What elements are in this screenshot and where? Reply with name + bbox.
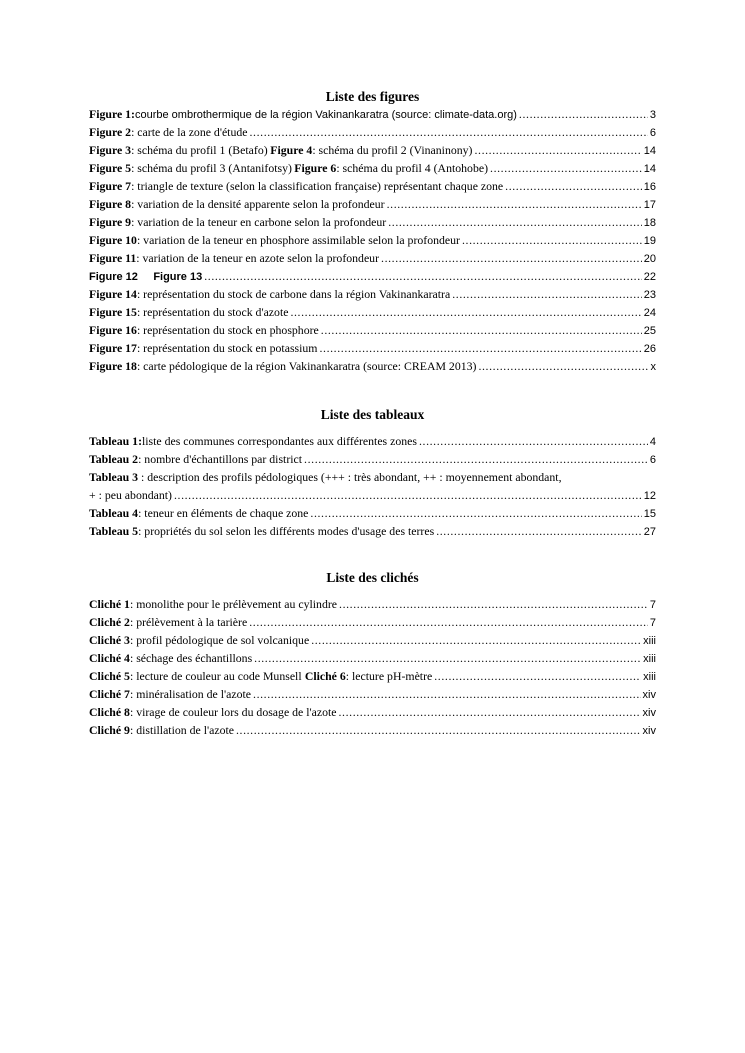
- figure-entry-16[interactable]: [89, 321, 656, 339]
- figure-entry-3-4[interactable]: [89, 141, 656, 159]
- cliche-entry-5-6[interactable]: [89, 667, 656, 685]
- entry-label: Figure 15: [89, 305, 137, 319]
- entry-text: : représentation du stock d'azote: [136, 305, 289, 319]
- entry-text: : variation de la teneur en phosphore assimilable selon la profondeur: [136, 233, 460, 247]
- entry-label: Cliché 8: [89, 705, 130, 719]
- entry-label: Tableau 3: [89, 470, 139, 484]
- entry-text: : monolithe pour le prélèvement au cylindre: [129, 597, 338, 611]
- cliche-entry-4[interactable]: [89, 649, 656, 667]
- entry-text: : virage de couleur lors du dosage de l'azote: [129, 705, 337, 719]
- entry-page: xiv: [642, 725, 656, 737]
- entry-label: Cliché 7: [89, 687, 130, 701]
- table-entry-4[interactable]: [89, 504, 656, 522]
- entry-text: : minéralisation de l'azote: [129, 687, 252, 701]
- tables-heading: Liste des tableaux: [320, 407, 425, 422]
- entry-page: xiii: [643, 653, 656, 665]
- entry-page: 16: [643, 181, 656, 193]
- dot-leader: [254, 649, 641, 667]
- figure-entry-7[interactable]: [89, 177, 656, 195]
- entry-label: Figure 14: [89, 287, 137, 301]
- entry-text: : teneur en éléments de chaque zone: [138, 506, 309, 520]
- cliche-entry-2[interactable]: [89, 613, 656, 631]
- cliche-entry-1[interactable]: [89, 595, 656, 613]
- dot-leader: [310, 504, 641, 522]
- entry-page: 25: [643, 325, 656, 337]
- entry-text: : variation de la teneur en carbone selon la profondeur: [131, 215, 387, 229]
- entry-text: : variation de la densité apparente selon la profondeur: [131, 197, 385, 211]
- entry-label: Cliché 5: [89, 669, 130, 683]
- dot-leader: [462, 231, 642, 249]
- dot-leader: [505, 177, 642, 195]
- cliche-entry-9[interactable]: [89, 721, 656, 739]
- entry-text: courbe ombrothermique de la région Vakinankaratra (source: climate-data.org): [134, 109, 517, 121]
- figure-entry-17[interactable]: [89, 339, 656, 357]
- entry-page: 14: [643, 145, 656, 157]
- entry-label: Cliché 9: [89, 723, 130, 737]
- cliches-heading: Liste des clichés: [326, 570, 419, 585]
- entry-text: : schéma du profil 3 (Antanifotsy): [131, 161, 292, 175]
- dot-leader: [474, 141, 641, 159]
- dot-leader: [436, 522, 642, 540]
- entry-page: xiii: [643, 671, 656, 683]
- entry-text: : représentation du stock de carbone dans la région Vakinankaratra: [136, 287, 451, 301]
- entry-text: : séchage des échantillons: [129, 651, 253, 665]
- entry-page: 3: [649, 109, 656, 121]
- entry-text-secondary: : lecture pH-mètre: [345, 669, 433, 683]
- entry-text: : lecture de couleur au code Munsell: [129, 669, 302, 683]
- entry-page: x: [650, 361, 656, 373]
- dot-leader: [478, 357, 648, 375]
- entry-text: : description des profils pédologiques (+++ : très abondant, ++ : moyennement abondant,: [138, 470, 562, 484]
- entry-page: 24: [643, 307, 656, 319]
- entry-page: 14: [643, 163, 656, 175]
- dot-leader: [388, 213, 642, 231]
- entry-text: : carte de la zone d'étude: [131, 125, 248, 139]
- entry-label: Figure 9: [89, 215, 132, 229]
- entry-text: : représentation du stock en phosphore: [136, 323, 319, 337]
- entry-text: : nombre d'échantillons par district: [138, 452, 303, 466]
- dot-leader: [319, 339, 641, 357]
- figure-entry-11[interactable]: [89, 249, 656, 267]
- dot-leader: [387, 195, 642, 213]
- entry-text: : représentation du stock en potassium: [136, 341, 318, 355]
- entry-label: Figure 3: [89, 143, 132, 157]
- entry-page: 27: [643, 526, 656, 538]
- table-entry-5[interactable]: [89, 522, 656, 540]
- entry-page: 12: [643, 490, 656, 502]
- figure-entry-2[interactable]: [89, 123, 656, 141]
- entry-label: Figure 1:: [89, 107, 135, 121]
- entry-page: 22: [643, 271, 656, 283]
- entry-label: Cliché 1: [89, 597, 130, 611]
- tables-section: [89, 407, 656, 540]
- dot-leader: [321, 321, 642, 339]
- dot-leader: [381, 249, 642, 267]
- entry-page: 20: [643, 253, 656, 265]
- table-entry-2[interactable]: [89, 450, 656, 468]
- cliche-entry-7[interactable]: [89, 685, 656, 703]
- entry-text: liste des communes correspondantes aux différentes zones: [142, 434, 417, 448]
- dot-leader: [174, 486, 642, 504]
- entry-label: Cliché 4: [89, 651, 130, 665]
- dot-leader: [519, 105, 648, 123]
- entry-label: Tableau 2: [89, 452, 139, 466]
- entry-label: Figure 7: [89, 179, 132, 193]
- table-entry-1[interactable]: [89, 432, 656, 450]
- entry-text: : carte pédologique de la région Vakinankaratra (source: CREAM 2013): [136, 359, 477, 373]
- table-entry-3-continuation[interactable]: [89, 486, 656, 504]
- entry-text: : variation de la teneur en azote selon la profondeur: [136, 251, 380, 265]
- entry-label: Cliché 3: [89, 633, 130, 647]
- dot-leader: [339, 595, 648, 613]
- entry-page: xiv: [642, 689, 656, 701]
- entry-label: Tableau 5: [89, 524, 139, 538]
- dot-leader: [452, 285, 642, 303]
- entry-page: 6: [649, 454, 656, 466]
- figure-entry-14[interactable]: [89, 285, 656, 303]
- figure-entry-5-6[interactable]: [89, 159, 656, 177]
- figure-entry-1[interactable]: [89, 105, 656, 123]
- entry-text-secondary: : schéma du profil 4 (Antohobe): [336, 161, 489, 175]
- figure-entry-15[interactable]: [89, 303, 656, 321]
- entry-label: Tableau 1:: [89, 434, 142, 448]
- entry-label: Tableau 4: [89, 506, 139, 520]
- dot-leader: [250, 123, 648, 141]
- dot-leader: [434, 667, 641, 685]
- entry-page: 18: [643, 217, 656, 229]
- entry-page: xiv: [642, 707, 656, 719]
- dot-leader: [253, 685, 641, 703]
- entry-label-secondary: Figure 6: [294, 161, 337, 175]
- figure-entry-18[interactable]: [89, 357, 656, 375]
- figures-heading: Liste des figures: [325, 89, 420, 104]
- entry-page: 7: [649, 617, 656, 629]
- entry-page: 26: [643, 343, 656, 355]
- figure-entry-12-13[interactable]: [89, 267, 656, 285]
- entry-label-secondary: Cliché 6: [304, 669, 346, 683]
- dot-leader: [490, 159, 642, 177]
- table-entry-3[interactable]: [89, 468, 656, 486]
- entry-label-secondary: Figure 4: [270, 143, 313, 157]
- entry-label: Figure 8: [89, 197, 132, 211]
- entry-page: xiii: [643, 635, 656, 647]
- entry-text: : schéma du profil 1 (Betafo): [131, 143, 268, 157]
- figure-entry-9[interactable]: [89, 213, 656, 231]
- cliche-entry-3[interactable]: [89, 631, 656, 649]
- entry-label: Cliché 2: [89, 615, 130, 629]
- dot-leader: [236, 721, 641, 739]
- entry-text: : distillation de l'azote: [129, 723, 234, 737]
- figures-section: [89, 89, 656, 375]
- entry-page: 23: [643, 289, 656, 301]
- entry-label: Figure 18: [89, 359, 137, 373]
- entry-page: 7: [649, 599, 656, 611]
- entry-text: : profil pédologique de sol volcanique: [129, 633, 310, 647]
- dot-leader: [249, 613, 648, 631]
- entry-label: Figure 16: [89, 323, 137, 337]
- entry-text-secondary: : schéma du profil 2 (Vinaninony): [312, 143, 473, 157]
- entry-label: Figure 10: [89, 233, 137, 247]
- figure-entry-8[interactable]: [89, 195, 656, 213]
- entry-label: Figure 2: [89, 125, 132, 139]
- cliche-entry-8[interactable]: [89, 703, 656, 721]
- figure-entry-10[interactable]: [89, 231, 656, 249]
- entry-text: : triangle de texture (selon la classification française) représentant chaque zone: [131, 179, 504, 193]
- dot-leader: [339, 703, 641, 721]
- entry-label-secondary: Figure 13: [153, 271, 203, 283]
- entry-text: : propriétés du sol selon les différents modes d'usage des terres: [138, 524, 435, 538]
- dot-leader: [304, 450, 648, 468]
- entry-page: 15: [643, 508, 656, 520]
- dot-leader: [419, 432, 648, 450]
- entry-page: 19: [643, 235, 656, 247]
- entry-text-continuation: + : peu abondant): [89, 488, 172, 502]
- entry-text: : prélèvement à la tarière: [129, 615, 248, 629]
- dot-leader: [204, 267, 642, 285]
- dot-leader: [290, 303, 641, 321]
- entry-label: Figure 11: [89, 251, 137, 265]
- entry-page: 6: [649, 127, 656, 139]
- cliches-section: [89, 570, 656, 739]
- entry-label: Figure 17: [89, 341, 137, 355]
- entry-label: Figure 5: [89, 161, 132, 175]
- entry-page: 17: [643, 199, 656, 211]
- entry-page: 4: [649, 436, 656, 448]
- entry-label: Figure 12: [89, 271, 138, 283]
- dot-leader: [311, 631, 641, 649]
